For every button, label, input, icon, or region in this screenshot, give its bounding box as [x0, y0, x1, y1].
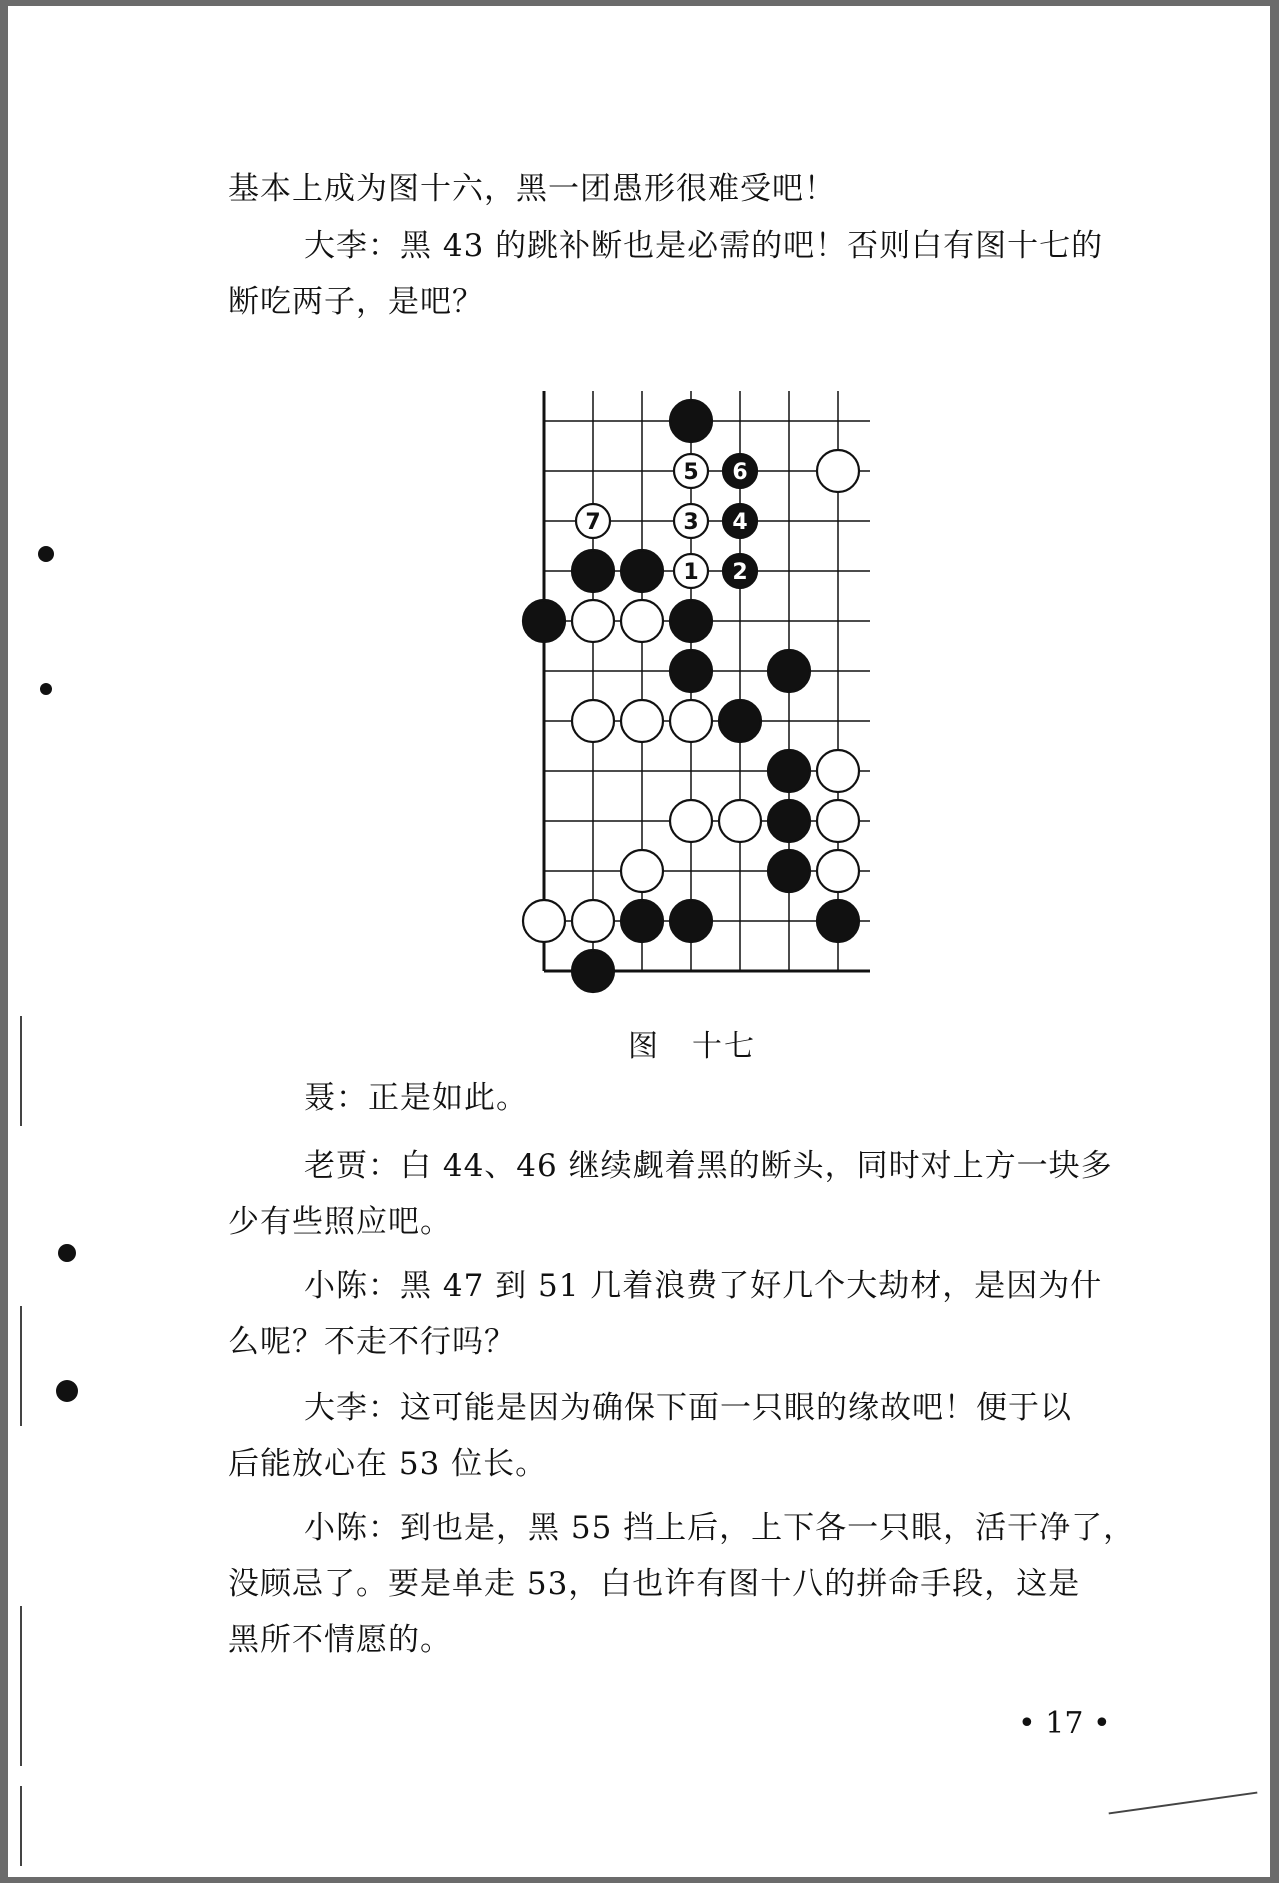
black-stone — [768, 750, 810, 792]
white-stone — [572, 600, 614, 642]
paragraph: 黑所不情愿的。 — [228, 1622, 452, 1658]
white-stone — [817, 800, 859, 842]
paragraph: 老贾：白 44、46 继续觑着黑的断头，同时对上方一块多 — [304, 1148, 1113, 1184]
paragraph: 没顾忌了。要是单走 53，白也许有图十八的拼命手段，这是 — [228, 1566, 1081, 1602]
scan-mark — [20, 1016, 22, 1126]
black-stone — [572, 550, 614, 592]
black-stone — [768, 850, 810, 892]
scan-mark — [20, 1606, 22, 1766]
paragraph: 大李：黑 43 的跳补断也是必需的吧！否则白有图十七的 — [304, 228, 1104, 264]
black-stone — [621, 900, 663, 942]
white-stone — [817, 750, 859, 792]
white-stone — [719, 800, 761, 842]
stone-number: 2 — [732, 560, 748, 585]
scan-speck — [58, 1244, 76, 1262]
black-stone — [670, 900, 712, 942]
figure-caption: 图 十七 — [628, 1029, 756, 1064]
white-stone — [572, 900, 614, 942]
white-stone — [621, 700, 663, 742]
white-stone — [670, 800, 712, 842]
paragraph: 基本上成为图十六，黑一团愚形很难受吧！ — [228, 171, 836, 207]
go-diagram — [508, 376, 908, 996]
paragraph: 小陈：黑 47 到 51 几着浪费了好几个大劫材，是因为什 — [304, 1268, 1103, 1304]
white-stone — [670, 700, 712, 742]
stone-number: 7 — [585, 510, 601, 535]
paragraph: 少有些照应吧。 — [228, 1204, 452, 1240]
paragraph: 断吃两子，是吧？ — [228, 284, 484, 320]
white-stone — [621, 600, 663, 642]
stone-number: 6 — [732, 460, 748, 485]
scan-speck — [56, 1380, 78, 1402]
black-stone — [670, 400, 712, 442]
scan-mark — [20, 1306, 22, 1426]
page-number: • 17 • — [1018, 1706, 1111, 1741]
stone-number: 3 — [683, 510, 699, 535]
black-stone — [768, 650, 810, 692]
black-stone — [670, 650, 712, 692]
black-stone — [523, 600, 565, 642]
black-stone — [621, 550, 663, 592]
black-stone — [719, 700, 761, 742]
white-stone — [621, 850, 663, 892]
black-stone — [817, 900, 859, 942]
white-stone — [572, 700, 614, 742]
black-stone — [768, 800, 810, 842]
paragraph: 么呢？不走不行吗？ — [228, 1324, 516, 1360]
book-page — [8, 6, 1270, 1877]
paragraph: 聂：正是如此。 — [304, 1080, 528, 1116]
white-stone — [817, 850, 859, 892]
scan-mark — [20, 1786, 22, 1866]
paragraph: 小陈：到也是，黑 55 挡上后，上下各一只眼，活干净了， — [304, 1510, 1136, 1546]
scan-mark — [1109, 1792, 1258, 1815]
scan-speck — [38, 546, 54, 562]
paragraph: 大李：这可能是因为确保下面一只眼的缘故吧！便于以 — [304, 1390, 1072, 1426]
black-stone — [572, 950, 614, 992]
white-stone — [817, 450, 859, 492]
stone-number: 1 — [683, 560, 699, 585]
stone-number: 5 — [683, 460, 699, 485]
paragraph: 后能放心在 53 位长。 — [228, 1446, 548, 1482]
go-board — [508, 376, 908, 996]
scan-speck — [40, 683, 52, 695]
stone-number: 4 — [732, 510, 748, 535]
white-stone — [523, 900, 565, 942]
black-stone — [670, 600, 712, 642]
